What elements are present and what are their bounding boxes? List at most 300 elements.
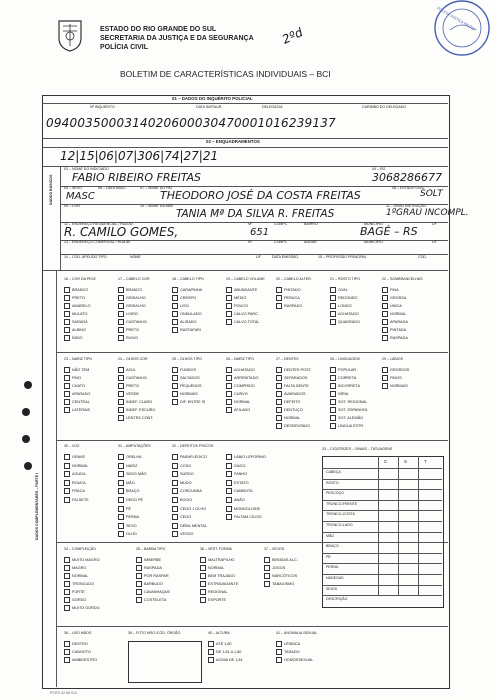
checkbox-option[interactable] <box>64 335 83 341</box>
checkbox-option[interactable] <box>330 319 360 325</box>
checkbox-icon[interactable] <box>200 573 206 579</box>
checkbox-option[interactable] <box>118 407 155 413</box>
checkbox-icon[interactable] <box>276 287 282 293</box>
checkbox-option[interactable] <box>172 391 198 397</box>
checkbox-icon[interactable] <box>382 303 388 309</box>
checkbox-icon[interactable] <box>276 649 282 655</box>
checkbox-icon[interactable] <box>200 581 206 587</box>
checkbox-icon[interactable] <box>226 463 232 469</box>
checkbox-icon[interactable] <box>118 287 124 293</box>
checkbox-icon[interactable] <box>226 383 232 389</box>
checkbox-icon[interactable] <box>226 391 232 397</box>
checkbox-icon[interactable] <box>172 327 178 333</box>
checkbox-option[interactable] <box>64 605 100 611</box>
checkbox-icon[interactable] <box>172 471 178 477</box>
checkbox-option[interactable] <box>382 287 399 293</box>
checkbox-icon[interactable] <box>118 391 124 397</box>
checkbox-icon[interactable] <box>64 488 70 494</box>
checkbox-option[interactable] <box>382 375 402 381</box>
checkbox-icon[interactable] <box>172 514 178 520</box>
checkbox-icon[interactable] <box>118 523 124 529</box>
checkbox-icon[interactable] <box>64 497 70 503</box>
checkbox-icon[interactable] <box>226 407 232 413</box>
checkbox-option[interactable] <box>276 375 307 381</box>
checkbox-icon[interactable] <box>330 367 336 373</box>
checkbox-icon[interactable] <box>64 454 70 460</box>
checkbox-icon[interactable] <box>136 557 142 563</box>
checkbox-option[interactable] <box>330 295 357 301</box>
checkbox-icon[interactable] <box>330 375 336 381</box>
checkbox-option[interactable] <box>64 391 90 397</box>
checkbox-option[interactable] <box>118 488 140 494</box>
checkbox-option[interactable] <box>118 383 139 389</box>
checkbox-icon[interactable] <box>172 506 178 512</box>
checkbox-icon[interactable] <box>264 581 270 587</box>
checkbox-icon[interactable] <box>330 303 336 309</box>
checkbox-option[interactable] <box>226 497 245 503</box>
checkbox-icon[interactable] <box>118 335 124 341</box>
checkbox-icon[interactable] <box>64 327 70 333</box>
checkbox-icon[interactable] <box>276 423 282 429</box>
checkbox-icon[interactable] <box>136 573 142 579</box>
checkbox-icon[interactable] <box>226 367 232 373</box>
checkbox-option[interactable] <box>382 303 402 309</box>
checkbox-option[interactable] <box>226 375 258 381</box>
checkbox-option[interactable] <box>276 649 300 655</box>
checkbox-option[interactable] <box>64 657 97 663</box>
checkbox-option[interactable] <box>172 514 191 520</box>
checkbox-option[interactable] <box>382 327 406 333</box>
checkbox-option[interactable] <box>172 287 202 293</box>
checkbox-icon[interactable] <box>136 581 142 587</box>
checkbox-option[interactable] <box>330 367 356 373</box>
checkbox-icon[interactable] <box>330 319 336 325</box>
checkbox-icon[interactable] <box>172 303 178 309</box>
checkbox-option[interactable] <box>64 367 89 373</box>
checkbox-option[interactable] <box>64 303 91 309</box>
checkbox-option[interactable] <box>172 506 206 512</box>
checkbox-icon[interactable] <box>200 565 206 571</box>
checkbox-icon[interactable] <box>118 383 124 389</box>
checkbox-option[interactable] <box>118 514 139 520</box>
checkbox-option[interactable] <box>64 383 85 389</box>
checkbox-icon[interactable] <box>276 303 282 309</box>
checkbox-option[interactable] <box>136 589 170 595</box>
checkbox-icon[interactable] <box>200 557 206 563</box>
checkbox-option[interactable] <box>276 287 301 293</box>
checkbox-option[interactable] <box>64 399 90 405</box>
checkbox-option[interactable] <box>64 488 85 494</box>
checkbox-icon[interactable] <box>226 375 232 381</box>
checkbox-option[interactable] <box>172 399 205 405</box>
checkbox-icon[interactable] <box>64 565 70 571</box>
checkbox-icon[interactable] <box>136 597 142 603</box>
checkbox-icon[interactable] <box>226 454 232 460</box>
checkbox-option[interactable] <box>64 295 85 301</box>
checkbox-option[interactable] <box>118 295 146 301</box>
checkbox-icon[interactable] <box>118 415 124 421</box>
checkbox-option[interactable] <box>264 565 285 571</box>
checkbox-option[interactable] <box>226 471 247 477</box>
checkbox-icon[interactable] <box>382 295 388 301</box>
checkbox-option[interactable] <box>330 383 360 389</box>
checkbox-option[interactable] <box>118 391 139 397</box>
checkbox-option[interactable] <box>276 399 300 405</box>
checkbox-icon[interactable] <box>200 589 206 595</box>
checkbox-icon[interactable] <box>64 557 70 563</box>
checkbox-icon[interactable] <box>226 514 232 520</box>
checkbox-option[interactable] <box>64 565 86 571</box>
checkbox-icon[interactable] <box>208 641 214 647</box>
checkbox-option[interactable] <box>64 597 86 603</box>
checkbox-icon[interactable] <box>276 367 282 373</box>
checkbox-icon[interactable] <box>172 531 178 537</box>
checkbox-option[interactable] <box>118 531 137 537</box>
checkbox-icon[interactable] <box>64 295 70 301</box>
checkbox-option[interactable] <box>226 319 259 325</box>
checkbox-option[interactable] <box>264 581 294 587</box>
checkbox-icon[interactable] <box>118 514 124 520</box>
checkbox-option[interactable] <box>226 407 250 413</box>
checkbox-icon[interactable] <box>276 391 282 397</box>
checkbox-icon[interactable] <box>382 367 388 373</box>
checkbox-option[interactable] <box>276 367 311 373</box>
checkbox-option[interactable] <box>226 295 246 301</box>
checkbox-option[interactable] <box>64 649 91 655</box>
checkbox-option[interactable] <box>172 497 192 503</box>
checkbox-icon[interactable] <box>136 565 142 571</box>
checkbox-icon[interactable] <box>118 531 124 537</box>
checkbox-option[interactable] <box>172 383 202 389</box>
checkbox-option[interactable] <box>64 480 86 486</box>
checkbox-option[interactable] <box>208 657 243 663</box>
checkbox-option[interactable] <box>330 399 367 405</box>
checkbox-option[interactable] <box>118 480 135 486</box>
checkbox-option[interactable] <box>276 391 306 397</box>
checkbox-option[interactable] <box>276 641 300 647</box>
checkbox-option[interactable] <box>382 311 406 317</box>
checkbox-option[interactable] <box>64 407 90 413</box>
checkbox-icon[interactable] <box>64 319 70 325</box>
checkbox-option[interactable] <box>226 367 255 373</box>
checkbox-option[interactable] <box>226 287 257 293</box>
checkbox-option[interactable] <box>330 407 368 413</box>
checkbox-icon[interactable] <box>208 657 214 663</box>
checkbox-icon[interactable] <box>382 335 388 341</box>
checkbox-icon[interactable] <box>264 573 270 579</box>
checkbox-option[interactable] <box>200 581 238 587</box>
checkbox-icon[interactable] <box>382 311 388 317</box>
checkbox-option[interactable] <box>172 463 191 469</box>
checkbox-icon[interactable] <box>172 399 178 405</box>
checkbox-icon[interactable] <box>276 375 282 381</box>
checkbox-option[interactable] <box>276 303 302 309</box>
checkbox-icon[interactable] <box>172 497 178 503</box>
checkbox-icon[interactable] <box>118 327 124 333</box>
checkbox-option[interactable] <box>200 589 228 595</box>
checkbox-option[interactable] <box>330 303 352 309</box>
checkbox-icon[interactable] <box>264 557 270 563</box>
checkbox-option[interactable] <box>118 375 147 381</box>
checkbox-option[interactable] <box>172 531 194 537</box>
checkbox-icon[interactable] <box>226 295 232 301</box>
checkbox-icon[interactable] <box>382 383 388 389</box>
checkbox-option[interactable] <box>200 557 235 563</box>
checkbox-icon[interactable] <box>136 589 142 595</box>
checkbox-option[interactable] <box>118 287 142 293</box>
checkbox-option[interactable] <box>200 597 226 603</box>
checkbox-icon[interactable] <box>226 311 232 317</box>
checkbox-option[interactable] <box>276 295 300 301</box>
checkbox-option[interactable] <box>330 391 348 397</box>
checkbox-icon[interactable] <box>330 407 336 413</box>
checkbox-icon[interactable] <box>330 391 336 397</box>
checkbox-icon[interactable] <box>276 295 282 301</box>
checkbox-option[interactable] <box>276 423 310 429</box>
checkbox-option[interactable] <box>330 311 359 317</box>
checkbox-icon[interactable] <box>276 383 282 389</box>
checkbox-icon[interactable] <box>382 287 388 293</box>
checkbox-option[interactable] <box>172 367 196 373</box>
checkbox-icon[interactable] <box>118 303 124 309</box>
checkbox-icon[interactable] <box>382 327 388 333</box>
checkbox-icon[interactable] <box>276 657 282 663</box>
checkbox-icon[interactable] <box>118 471 124 477</box>
checkbox-option[interactable] <box>276 407 303 413</box>
checkbox-icon[interactable] <box>118 295 124 301</box>
checkbox-option[interactable] <box>276 415 300 421</box>
checkbox-option[interactable] <box>118 327 139 333</box>
checkbox-icon[interactable] <box>276 641 282 647</box>
checkbox-option[interactable] <box>136 557 161 563</box>
checkbox-icon[interactable] <box>382 375 388 381</box>
checkbox-label: DESDENTADO <box>284 424 311 428</box>
checkbox-icon[interactable] <box>64 303 70 309</box>
checkbox-option[interactable] <box>276 383 309 389</box>
checkbox-icon[interactable] <box>330 423 336 429</box>
checkbox-option[interactable] <box>172 295 196 301</box>
checkbox-option[interactable] <box>118 415 153 421</box>
checkbox-option[interactable] <box>64 463 88 469</box>
checkbox-option[interactable] <box>118 319 147 325</box>
checkbox-option[interactable] <box>264 557 298 563</box>
checkbox-option[interactable] <box>226 506 260 512</box>
checkbox-option[interactable] <box>118 471 146 477</box>
checkbox-icon[interactable] <box>64 287 70 293</box>
checkbox-option[interactable] <box>208 649 241 655</box>
checkbox-icon[interactable] <box>226 287 232 293</box>
checkbox-icon[interactable] <box>226 303 232 309</box>
checkbox-option[interactable] <box>64 557 100 563</box>
checkbox-option[interactable] <box>200 565 224 571</box>
checkbox-icon[interactable] <box>330 415 336 421</box>
checkbox-icon[interactable] <box>64 391 70 397</box>
checkbox-icon[interactable] <box>172 488 178 494</box>
checkbox-icon[interactable] <box>64 407 70 413</box>
checkbox-option[interactable] <box>118 506 131 512</box>
checkbox-option[interactable] <box>330 287 348 293</box>
checkbox-icon[interactable] <box>118 463 124 469</box>
checkbox-option[interactable] <box>118 463 137 469</box>
checkbox-icon[interactable] <box>172 375 178 381</box>
checkbox-icon[interactable] <box>172 319 178 325</box>
checkbox-icon[interactable] <box>118 319 124 325</box>
checkbox-option[interactable] <box>136 573 169 579</box>
checkbox-option[interactable] <box>226 391 248 397</box>
checkbox-option[interactable] <box>172 471 194 477</box>
checkbox-icon[interactable] <box>172 463 178 469</box>
checkbox-option[interactable] <box>64 287 88 293</box>
checkbox-option[interactable] <box>136 581 163 587</box>
checkbox-option[interactable] <box>64 641 88 647</box>
checkbox-option[interactable] <box>226 303 248 309</box>
checkbox-icon[interactable] <box>276 399 282 405</box>
checkbox-icon[interactable] <box>64 367 70 373</box>
checkbox-icon[interactable] <box>64 375 70 381</box>
checkbox-option[interactable] <box>330 375 356 381</box>
checkbox-icon[interactable] <box>64 471 70 477</box>
checkbox-icon[interactable] <box>64 311 70 317</box>
checkbox-icon[interactable] <box>118 506 124 512</box>
checkbox-option[interactable] <box>226 311 259 317</box>
checkbox-option[interactable] <box>118 497 143 503</box>
checkbox-option[interactable] <box>118 335 138 341</box>
checkbox-option[interactable] <box>226 399 250 405</box>
checkbox-option[interactable] <box>64 581 94 587</box>
checkbox-icon[interactable] <box>172 480 178 486</box>
checkbox-option[interactable] <box>64 327 86 333</box>
checkbox-option[interactable] <box>118 367 136 373</box>
checkbox-icon[interactable] <box>64 335 70 341</box>
checkbox-option[interactable] <box>64 573 88 579</box>
checkbox-option[interactable] <box>226 454 266 460</box>
checkbox-icon[interactable] <box>64 463 70 469</box>
checkbox-option[interactable] <box>382 319 408 325</box>
checkbox-icon[interactable] <box>64 581 70 587</box>
checkbox-icon[interactable] <box>382 319 388 325</box>
checkbox-icon[interactable] <box>330 295 336 301</box>
checkbox-icon[interactable] <box>64 573 70 579</box>
checkbox-icon[interactable] <box>64 605 70 611</box>
checkbox-icon[interactable] <box>208 649 214 655</box>
checkbox-option[interactable] <box>136 597 166 603</box>
checkbox-option[interactable] <box>200 573 235 579</box>
checkbox-icon[interactable] <box>118 488 124 494</box>
checkbox-icon[interactable] <box>330 287 336 293</box>
checkbox-icon[interactable] <box>172 311 178 317</box>
checkbox-icon[interactable] <box>200 597 206 603</box>
checkbox-icon[interactable] <box>172 523 178 529</box>
checkbox-option[interactable] <box>64 589 85 595</box>
checkbox-option[interactable] <box>172 488 202 494</box>
checkbox-option[interactable] <box>64 375 81 381</box>
checkbox-option[interactable] <box>172 454 207 460</box>
checkbox-option[interactable] <box>118 399 152 405</box>
checkbox-icon[interactable] <box>118 399 124 405</box>
checkbox-icon[interactable] <box>172 391 178 397</box>
checkbox-option[interactable] <box>382 335 408 341</box>
checkbox-option[interactable] <box>208 641 232 647</box>
checkbox-option[interactable] <box>172 523 207 529</box>
checkbox-icon[interactable] <box>226 506 232 512</box>
checkbox-option[interactable] <box>226 488 253 494</box>
checkbox-option[interactable] <box>226 463 245 469</box>
checkbox-option[interactable] <box>264 573 297 579</box>
checkbox-icon[interactable] <box>264 565 270 571</box>
checkbox-icon[interactable] <box>118 375 124 381</box>
checkbox-icon[interactable] <box>64 657 70 663</box>
checkbox-option[interactable] <box>136 565 162 571</box>
checkbox-icon[interactable] <box>330 383 336 389</box>
checkbox-option[interactable] <box>172 375 200 381</box>
checkbox-icon[interactable] <box>330 311 336 317</box>
checkbox-icon[interactable] <box>118 454 124 460</box>
checkbox-icon[interactable] <box>118 367 124 373</box>
checkbox-icon[interactable] <box>226 471 232 477</box>
checkbox-option[interactable] <box>118 311 138 317</box>
checkbox-icon[interactable] <box>172 287 178 293</box>
checkbox-option[interactable] <box>64 311 87 317</box>
checkbox-option[interactable] <box>276 657 313 663</box>
checkbox-icon[interactable] <box>276 415 282 421</box>
checkbox-option[interactable] <box>226 383 255 389</box>
checkbox-icon[interactable] <box>118 407 124 413</box>
checkbox-icon[interactable] <box>64 597 70 603</box>
checkbox-icon[interactable] <box>226 319 232 325</box>
checkbox-icon[interactable] <box>330 399 336 405</box>
checkbox-option[interactable] <box>64 319 88 325</box>
checkbox-icon[interactable] <box>64 480 70 486</box>
checkbox-option[interactable] <box>382 383 408 389</box>
checkbox-option[interactable] <box>64 471 86 477</box>
checkbox-option[interactable] <box>64 497 89 503</box>
checkbox-option[interactable] <box>172 311 202 317</box>
checkbox-option[interactable] <box>172 303 189 309</box>
checkbox-option[interactable] <box>64 454 85 460</box>
checkbox-icon[interactable] <box>64 383 70 389</box>
checkbox-icon[interactable] <box>118 480 124 486</box>
checkbox-option[interactable] <box>330 415 363 421</box>
checkbox-option[interactable] <box>172 480 192 486</box>
checkbox-icon[interactable] <box>118 497 124 503</box>
checkbox-icon[interactable] <box>172 383 178 389</box>
checkbox-option[interactable] <box>118 523 137 529</box>
checkbox-icon[interactable] <box>172 295 178 301</box>
checkbox-icon[interactable] <box>64 641 70 647</box>
checkbox-label: ORELHA <box>126 455 142 459</box>
checkbox-icon[interactable] <box>64 399 70 405</box>
checkbox-option[interactable] <box>226 514 262 520</box>
checkbox-option[interactable] <box>330 423 364 429</box>
checkbox-icon[interactable] <box>226 399 232 405</box>
checkbox-icon[interactable] <box>226 497 232 503</box>
checkbox-icon[interactable] <box>64 589 70 595</box>
checkbox-icon[interactable] <box>118 311 124 317</box>
checkbox-icon[interactable] <box>226 480 232 486</box>
checkbox-option[interactable] <box>118 303 146 309</box>
checkbox-icon[interactable] <box>276 407 282 413</box>
checkbox-option[interactable] <box>172 319 196 325</box>
checkbox-option[interactable] <box>226 480 249 486</box>
checkbox-option[interactable] <box>382 367 409 373</box>
checkbox-option[interactable] <box>172 327 201 333</box>
checkbox-option[interactable] <box>118 454 142 460</box>
checkbox-option[interactable] <box>382 295 406 301</box>
checkbox-icon[interactable] <box>172 367 178 373</box>
checkbox-icon[interactable] <box>172 454 178 460</box>
checkbox-icon[interactable] <box>226 488 232 494</box>
checkbox-icon[interactable] <box>64 649 70 655</box>
